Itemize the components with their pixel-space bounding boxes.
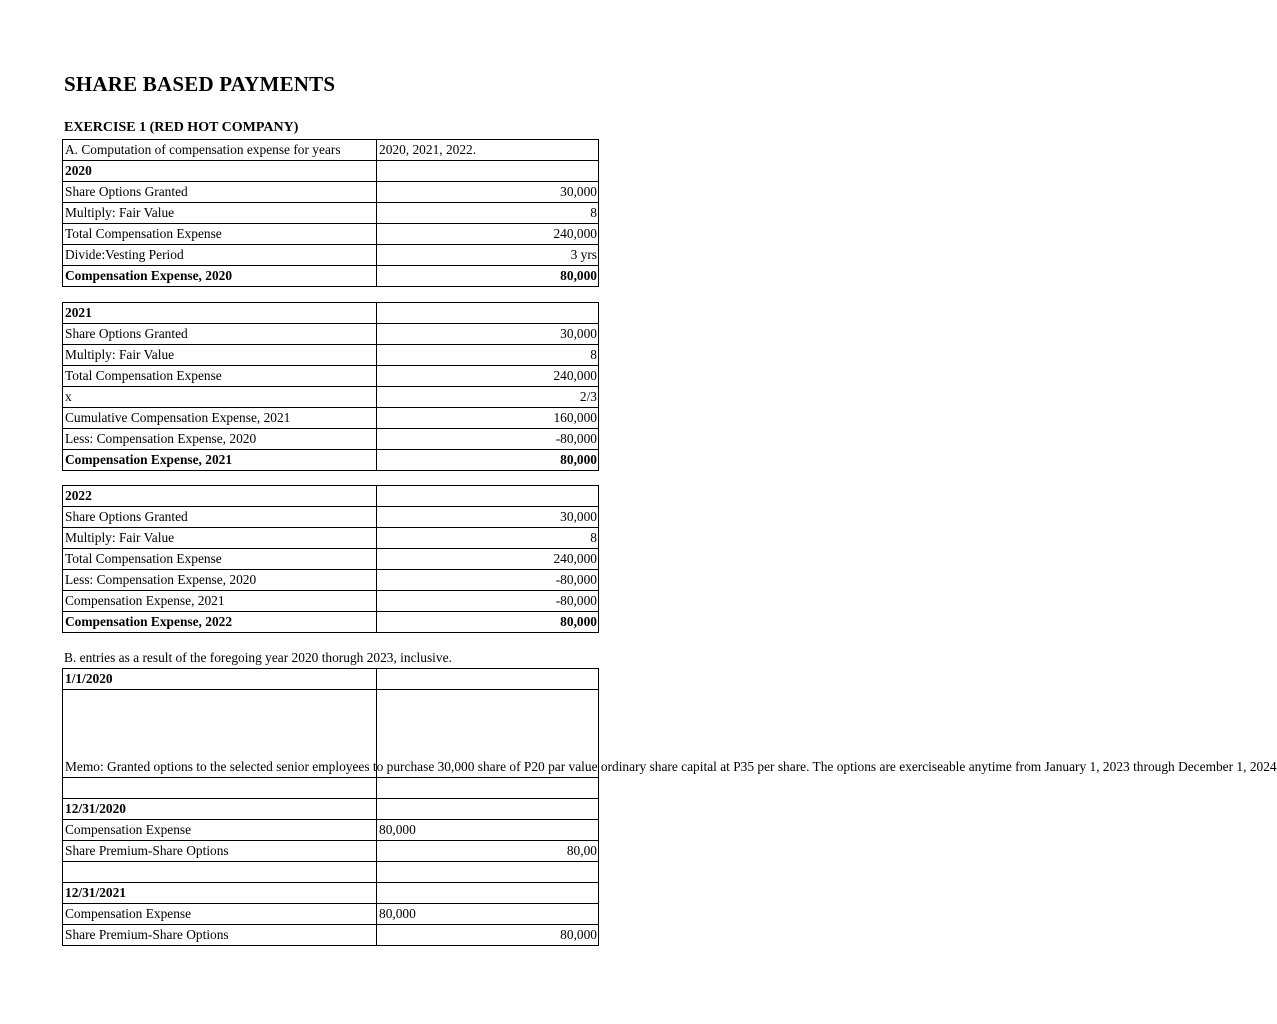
total-label: Compensation Expense, 2022 [63, 612, 377, 633]
row-value: 3 yrs [377, 245, 599, 266]
table-row [63, 387, 599, 408]
entry-date: 12/31/2020 [63, 799, 377, 820]
table-row [63, 345, 599, 366]
row-value: 8 [377, 345, 599, 366]
row-value: 160,000 [377, 408, 599, 429]
row-value: 30,000 [377, 324, 599, 345]
table-row [63, 904, 599, 925]
computation-table-2020 [62, 139, 599, 287]
row-label: Cumulative Compensation Expense, 2021 [63, 408, 377, 429]
row-label: Share Options Granted [63, 182, 377, 203]
row-value: 30,000 [377, 182, 599, 203]
row-label: Less: Compensation Expense, 2020 [63, 570, 377, 591]
total-value: 80,000 [377, 266, 599, 287]
year-label: 2022 [63, 486, 377, 507]
row-value: -80,000 [377, 429, 599, 450]
credit-account: Share Premium-Share Options [63, 841, 377, 862]
table-row [63, 570, 599, 591]
row-value: 8 [377, 528, 599, 549]
row-label: Compensation Expense, 2021 [63, 591, 377, 612]
table-row [63, 612, 599, 633]
table-row [63, 245, 599, 266]
credit-amount: 80,000 [377, 925, 599, 946]
table-row [63, 690, 599, 778]
row-label: Total Compensation Expense [63, 224, 377, 245]
row-label: Multiply: Fair Value [63, 203, 377, 224]
table-row [63, 883, 599, 904]
entry-date: 1/1/2020 [63, 669, 377, 690]
table-row [63, 429, 599, 450]
table-row [63, 925, 599, 946]
table-row [63, 450, 599, 471]
exercise-title: EXERCISE 1 (RED HOT COMPANY) [64, 120, 299, 135]
total-label: Compensation Expense, 2020 [63, 266, 377, 287]
row-value: 8 [377, 203, 599, 224]
row-label: Share Options Granted [63, 507, 377, 528]
page-title: SHARE BASED PAYMENTS [64, 72, 336, 96]
year-label: 2021 [63, 303, 377, 324]
row-label: Divide:Vesting Period [63, 245, 377, 266]
year-label: 2020 [63, 161, 377, 182]
row-label: Less: Compensation Expense, 2020 [63, 429, 377, 450]
row-label: x [63, 387, 377, 408]
table-row [63, 591, 599, 612]
memo-text: Memo: Granted options to the selected senior employees to purchase 30,000 share of P20 par value ordinary share capital at P35 per share. The options are exerciseable anytime from January 1, 2023 through December 1, 2024 [63, 690, 377, 778]
total-label: Compensation Expense, 2021 [63, 450, 377, 471]
part-a-years: 2020, 2021, 2022. [377, 140, 599, 161]
part-a-heading: A. Computation of compensation expense for years [63, 140, 377, 161]
credit-amount: 80,00 [377, 841, 599, 862]
credit-account: Share Premium-Share Options [63, 925, 377, 946]
table-row [63, 486, 599, 507]
table-row [63, 841, 599, 862]
debit-account: Compensation Expense [63, 904, 377, 925]
row-label: Share Options Granted [63, 324, 377, 345]
computation-table-2021 [62, 302, 599, 471]
row-value: 2/3 [377, 387, 599, 408]
row-value: 240,000 [377, 224, 599, 245]
row-label: Total Compensation Expense [63, 366, 377, 387]
table-row [63, 862, 599, 883]
table-row [63, 799, 599, 820]
table-row [63, 528, 599, 549]
entry-date: 12/31/2021 [63, 883, 377, 904]
row-value: 240,000 [377, 366, 599, 387]
table-row [63, 778, 599, 799]
debit-amount: 80,000 [377, 820, 599, 841]
table-row [63, 408, 599, 429]
computation-table-2022 [62, 485, 599, 633]
row-label: Multiply: Fair Value [63, 528, 377, 549]
row-value: 30,000 [377, 507, 599, 528]
table-row [63, 203, 599, 224]
total-value: 80,000 [377, 612, 599, 633]
table-row [63, 140, 599, 161]
debit-account: Compensation Expense [63, 820, 377, 841]
table-row [63, 182, 599, 203]
table-row [63, 324, 599, 345]
total-value: 80,000 [377, 450, 599, 471]
table-row [63, 507, 599, 528]
row-value: 240,000 [377, 549, 599, 570]
part-b-heading: B. entries as a result of the foregoing year 2020 thorugh 2023, inclusive. [64, 650, 452, 665]
table-row [63, 366, 599, 387]
table-row [63, 820, 599, 841]
journal-entries-table [62, 668, 1277, 946]
row-value: -80,000 [377, 570, 599, 591]
table-row [63, 266, 599, 287]
table-row [63, 303, 599, 324]
row-label: Multiply: Fair Value [63, 345, 377, 366]
table-row [63, 549, 599, 570]
row-label: Total Compensation Expense [63, 549, 377, 570]
row-value: -80,000 [377, 591, 599, 612]
table-row [63, 224, 599, 245]
table-row [63, 161, 599, 182]
table-row [63, 669, 599, 690]
debit-amount: 80,000 [377, 904, 599, 925]
